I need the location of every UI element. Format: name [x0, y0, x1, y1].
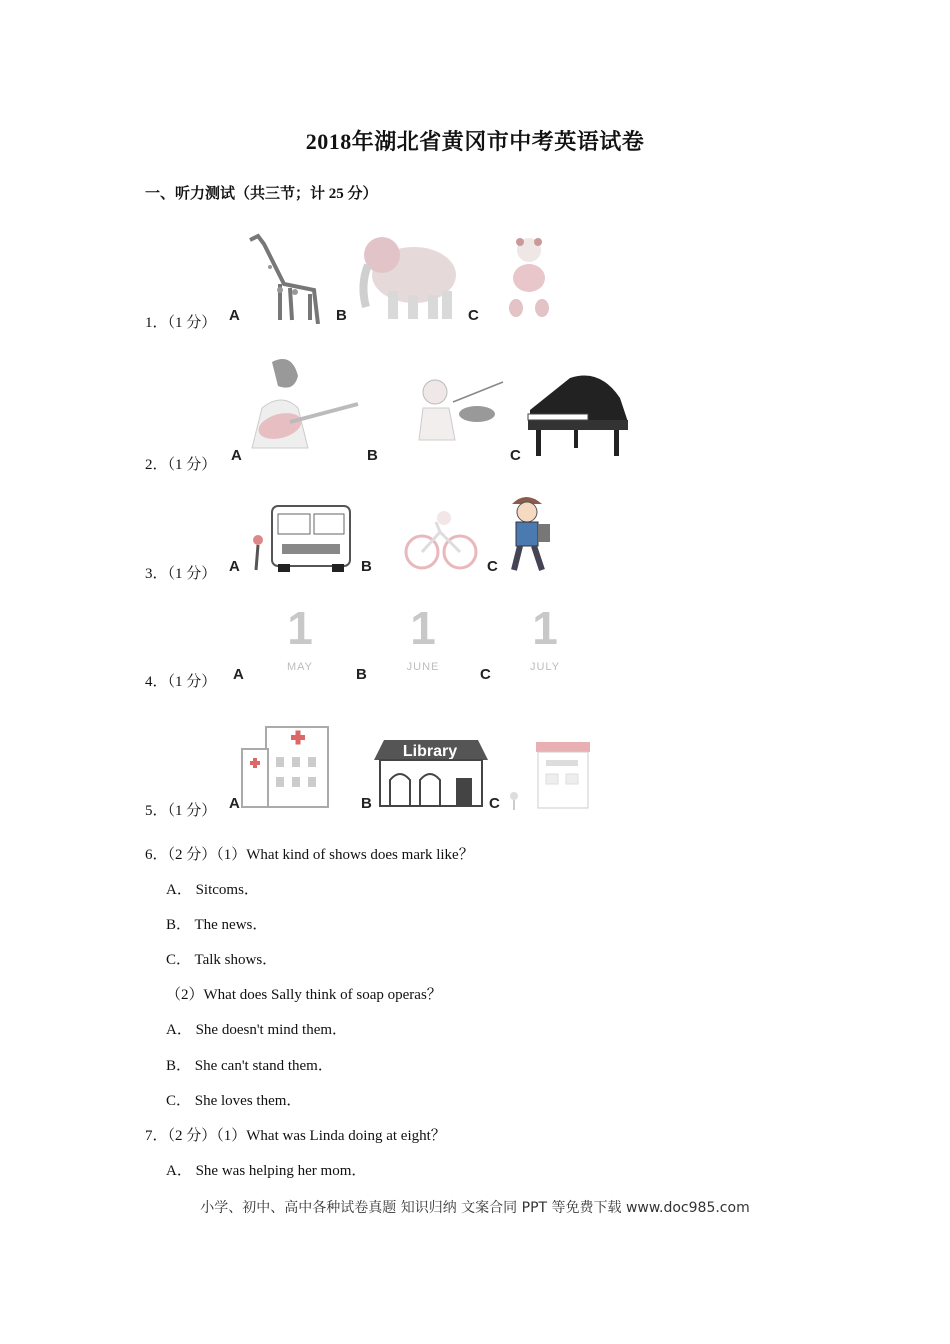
panda-picture	[502, 234, 557, 320]
q5-label-c: C	[489, 795, 500, 812]
library-sign: Library	[402, 743, 458, 760]
question-3-number: 3．（1 分）	[145, 566, 217, 582]
question-5-number: 5．（1 分）	[145, 803, 217, 819]
q1-label-a: A	[229, 307, 240, 324]
page-title: 2018年湖北省黄冈市中考英语试卷	[305, 129, 645, 154]
bus-picture	[238, 500, 358, 575]
page-footer: 小学、初中、高中各种试卷真题 知识归纳 文案合同 PPT 等免费下载 www.doc985.com	[200, 1200, 750, 1216]
violin-picture	[405, 372, 505, 442]
q4-label-a: A	[233, 666, 244, 683]
calendar-june-day: 1	[410, 602, 436, 654]
calendar-june	[388, 600, 458, 675]
calendar-july-month: JULY	[529, 661, 561, 673]
question-6-stem: 6．（2 分）（1）What kind of shows does mark like？	[145, 847, 474, 863]
q6-1-option-c: C． Talk shows．	[166, 952, 278, 968]
bike-picture	[400, 506, 480, 572]
q7-1-option-a: A． She was helping her mom．	[166, 1163, 367, 1179]
q6-2-option-a: A． She doesn't mind them．	[166, 1022, 348, 1038]
question-4-number: 4．（1 分）	[145, 674, 217, 690]
q1-label-c: C	[468, 307, 479, 324]
question-7-stem: 7．（2 分）（1）What was Linda doing at eight？	[145, 1128, 446, 1144]
q3-label-c: C	[487, 558, 498, 575]
calendar-may-day: 1	[287, 602, 313, 654]
question-1-number: 1．（1 分）	[145, 315, 217, 331]
calendar-may	[268, 600, 338, 675]
calendar-may-month: MAY	[286, 661, 314, 673]
hospital-picture	[236, 715, 346, 810]
piano-picture	[522, 364, 634, 464]
question-6-sub2: （2）What does Sally think of soap operas？	[166, 987, 442, 1003]
post-office-picture	[500, 738, 596, 810]
q5-label-a: A	[229, 795, 240, 812]
elephant-picture	[352, 225, 464, 325]
q5-label-b: B	[361, 795, 372, 812]
q6-1-option-b: B． The news．	[166, 917, 268, 933]
q1-label-b: B	[336, 307, 347, 324]
q6-2-option-c: C． She loves them．	[166, 1093, 302, 1109]
calendar-july-day: 1	[532, 602, 558, 654]
giraffe-picture	[240, 232, 330, 324]
guitar-picture	[232, 352, 362, 452]
question-2-number: 2．（1 分）	[145, 457, 217, 473]
q4-label-b: B	[356, 666, 367, 683]
q3-label-a: A	[229, 558, 240, 575]
q4-label-c: C	[480, 666, 491, 683]
q3-label-b: B	[361, 558, 372, 575]
calendar-july	[510, 600, 580, 675]
calendar-june-month: JUNE	[406, 661, 440, 673]
q6-1-option-a: A． Sitcoms．	[166, 882, 259, 898]
q2-label-c: C	[510, 447, 521, 464]
q2-label-a: A	[231, 447, 242, 464]
library-picture	[370, 732, 492, 808]
q2-label-b: B	[367, 447, 378, 464]
walking-boy-picture	[500, 490, 560, 574]
section-heading: 一、听力测试（共三节；计 25 分）	[145, 186, 378, 202]
q6-2-option-b: B． She can't stand them．	[166, 1058, 333, 1074]
